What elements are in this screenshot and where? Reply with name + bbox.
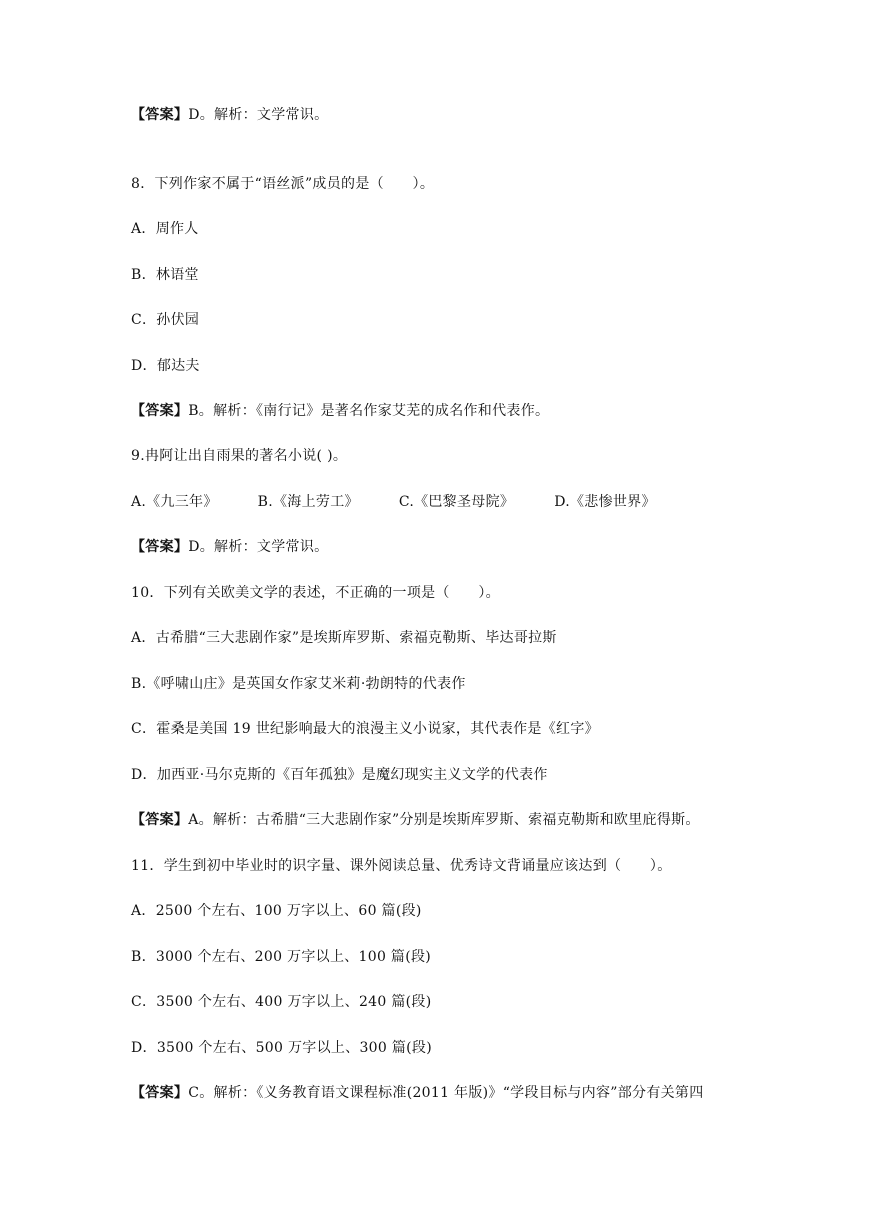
- option-line: B．3000 个左右、200 万字以上、100 篇(段): [131, 949, 432, 965]
- answer-tag: 【答案】: [131, 107, 189, 123]
- answer-text: C。解析：《义务教育语文课程标准(2011 年版)》“学段目标与内容”部分有关第四: [188, 1085, 704, 1101]
- answer-line: [131, 537, 328, 557]
- answer-text: B。解析：《南行记》是著名作家艾芜的成名作和代表作。: [188, 403, 550, 419]
- option-line: A．周作人: [131, 221, 199, 237]
- option-line: A．古希腊“三大悲剧作家”是埃斯库罗斯、索福克勒斯、毕达哥拉斯: [131, 630, 557, 646]
- answer-tag: 【答案】: [131, 539, 189, 555]
- inline-options: [131, 492, 656, 512]
- answer-line: [131, 810, 700, 830]
- answer-tag: 【答案】: [131, 403, 189, 419]
- answer-text: D。解析：文学常识。: [188, 539, 329, 555]
- option-line: C．3500 个左右、400 万字以上、240 篇(段): [131, 994, 432, 1010]
- answer-tag: 【答案】: [131, 1085, 189, 1101]
- answer-text: A。解析：古希腊“三大悲剧作家”分别是埃斯库罗斯、索福克勒斯和欧里庇得斯。: [188, 812, 700, 828]
- question-8: 8．下列作家不属于“语丝派”成员的是（ ）。: [131, 176, 435, 192]
- answer-tag: 【答案】: [131, 812, 189, 828]
- question-10: 10．下列有关欧美文学的表述，不正确的一项是（ ）。: [131, 585, 500, 601]
- option-line: C．霍桑是美国 19 世纪影响最大的浪漫主义小说家，其代表作是《红字》: [131, 721, 599, 737]
- option-c: C.《巴黎圣母院》: [398, 494, 515, 510]
- option-d: D.《悲惨世界》: [554, 494, 656, 510]
- option-b: B.《海上劳工》: [257, 494, 359, 510]
- answer-line: [131, 105, 328, 125]
- option-line: B.《呼啸山庄》是英国女作家艾米莉·勃朗特的代表作: [131, 676, 466, 692]
- question-11: 11．学生到初中毕业时的识字量、课外阅读总量、优秀诗文背诵量应该达到（ ）。: [131, 858, 672, 874]
- option-line: B．林语堂: [131, 267, 199, 283]
- option-line: D．加西亚·马尔克斯的《百年孤独》是魔幻现实主义文学的代表作: [131, 767, 548, 783]
- option-line: A．2500 个左右、100 万字以上、60 篇(段): [131, 903, 422, 919]
- option-line: D．3500 个左右、500 万字以上、300 篇(段): [131, 1040, 432, 1056]
- option-line: C．孙伏园: [131, 312, 200, 328]
- answer-line: [131, 401, 549, 421]
- answer-line: [131, 1083, 704, 1103]
- question-9: 9.冉阿让出自雨果的著名小说( )。: [131, 448, 348, 464]
- option-a: A.《九三年》: [131, 494, 218, 510]
- option-line: D．郁达夫: [131, 358, 200, 374]
- answer-text: D。解析：文学常识。: [188, 107, 329, 123]
